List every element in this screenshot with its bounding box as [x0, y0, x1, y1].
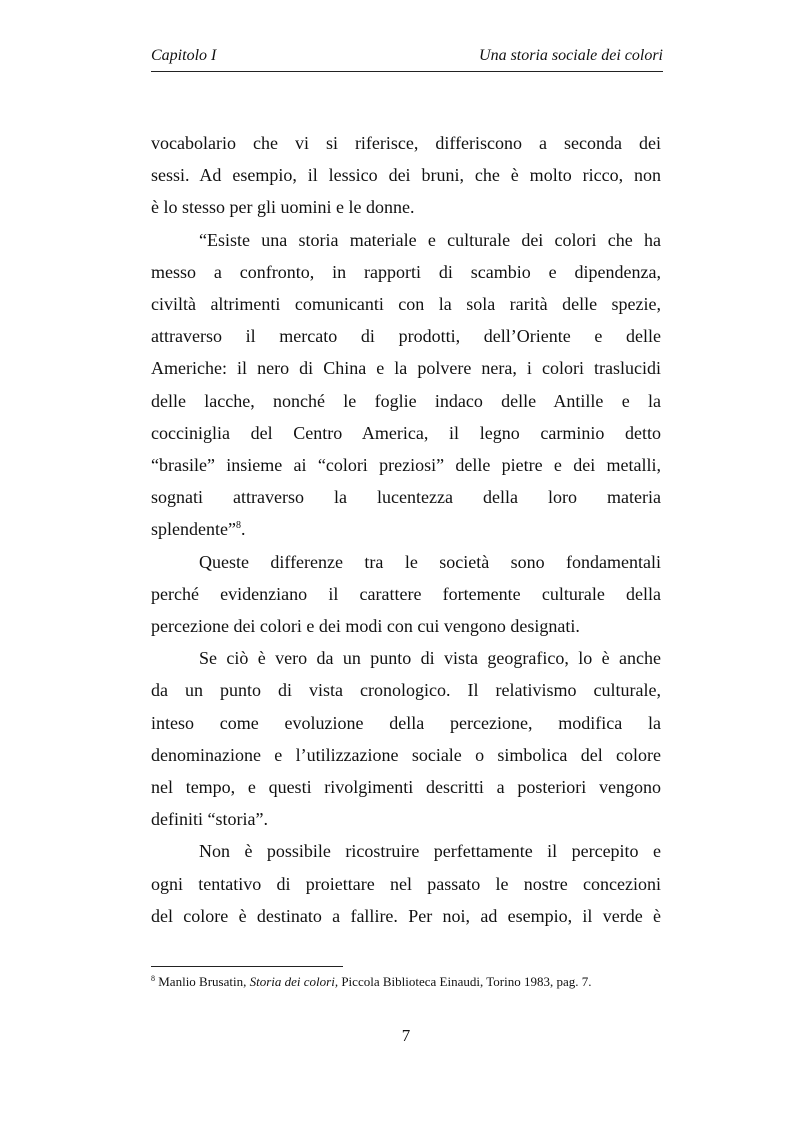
footnote-author: Manlio Brusatin,: [158, 974, 247, 989]
paragraph: [151, 835, 661, 932]
text-line: attraverso il mercato di prodotti, dell’Oriente e delle: [151, 326, 661, 347]
text-line: Americhe: il nero di China e la polvere nera, i colori traslucidi: [151, 358, 661, 379]
text-line: definiti “storia”.: [151, 809, 268, 830]
footnote-separator: [151, 966, 343, 967]
text-line: ogni tentativo di proiettare nel passato le nostre concezioni: [151, 873, 661, 894]
text-line: [151, 513, 661, 545]
text-line: Queste differenze tra le società sono fondamentali: [199, 551, 661, 572]
text-fragment: splendente”: [151, 519, 236, 540]
text-fragment: .: [240, 519, 246, 540]
text-line: Se ciò è vero da un punto di vista geografico, lo è anche: [199, 648, 661, 669]
paragraph: [151, 127, 661, 224]
text-line: perché evidenziano il carattere fortemente culturale della: [151, 583, 661, 604]
text-line: Non è possibile ricostruire perfettamente il percepito e: [199, 841, 661, 862]
footnote-reference[interactable]: 8: [235, 520, 241, 532]
text-line: da un punto di vista cronologico. Il relativismo culturale,: [151, 680, 661, 701]
text-line: delle lacche, nonché le foglie indaco delle Antille e la: [151, 390, 661, 411]
chapter-label: Capitolo I: [151, 47, 217, 64]
text-line: messo a confronto, in rapporti di scambio e dipendenza,: [151, 261, 661, 282]
text-line: percezione dei colori e dei modi con cui vengono designati.: [151, 616, 580, 637]
text-line: sessi. Ad esempio, il lessico dei bruni, che è molto ricco, non: [151, 165, 661, 186]
footnote: [151, 974, 671, 990]
footnote-work-title: Storia dei colori,: [249, 974, 339, 989]
paragraph: [151, 224, 661, 546]
text-line: denominazione e l’utilizzazione sociale o simbolica del colore: [151, 744, 661, 765]
text-line: vocabolario che vi si riferisce, differiscono a seconda dei: [151, 133, 661, 153]
paragraph: [151, 546, 661, 643]
running-header: [151, 47, 663, 72]
text-line: “brasile” insieme ai “colori preziosi” delle pietre e dei metalli,: [151, 455, 661, 476]
text-line: del colore è destinato a fallire. Per noi, ad esempio, il verde è: [151, 905, 661, 926]
text-line: “Esiste una storia materiale e culturale dei colori che ha: [199, 229, 661, 250]
footnote-details: Piccola Biblioteca Einaudi, Torino 1983, pag. 7.: [341, 974, 592, 989]
page-number: 7: [401, 1026, 411, 1045]
text-line: è lo stesso per gli uomini e le donne.: [151, 197, 415, 218]
footnote-number: 8: [151, 974, 155, 983]
text-line: nel tempo, e questi rivolgimenti descritti a posteriori vengono: [151, 777, 661, 798]
text-line: cocciniglia del Centro America, il legno carminio detto: [151, 422, 661, 443]
chapter-title: Una storia sociale dei colori: [479, 47, 663, 64]
paragraph: [151, 642, 661, 835]
text-line: inteso come evoluzione della percezione, modifica la: [151, 712, 661, 733]
text-line: sognati attraverso la lucentezza della loro materia: [151, 487, 661, 508]
main-text: [151, 127, 661, 932]
text-line: civiltà altrimenti comunicanti con la sola rarità delle spezie,: [151, 294, 661, 315]
